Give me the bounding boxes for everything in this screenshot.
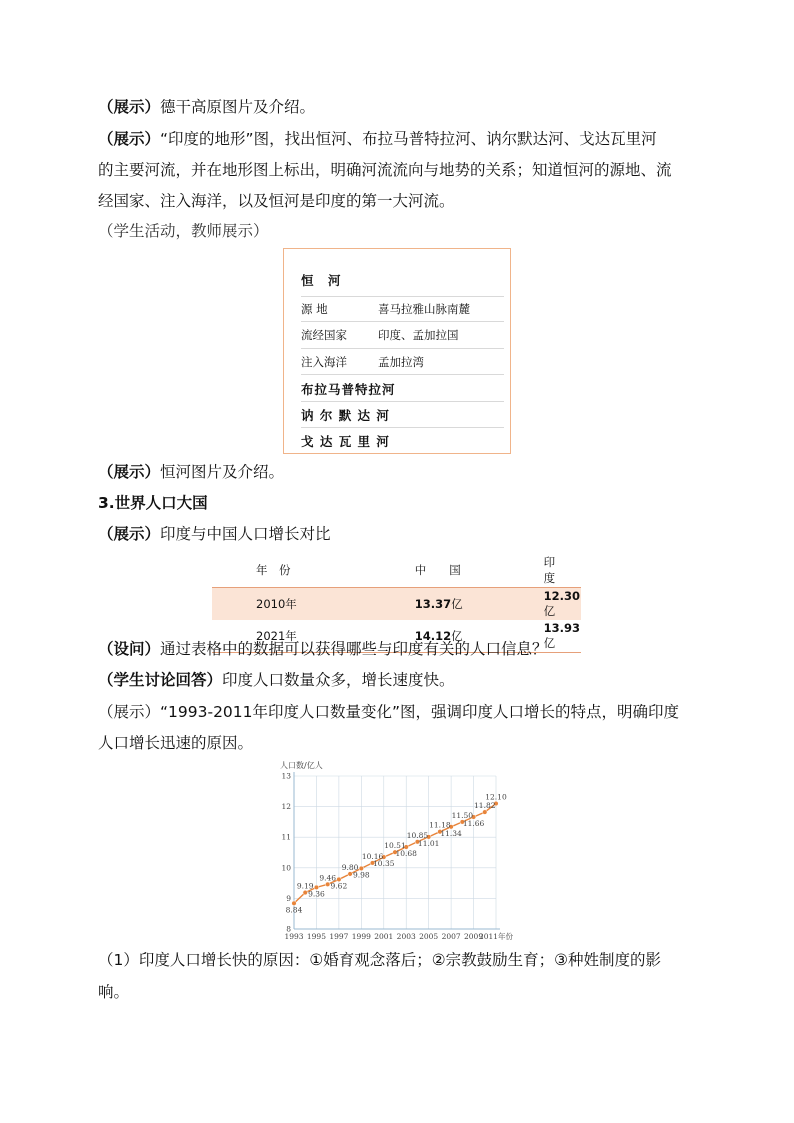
- para-question: [98, 639, 548, 659]
- river-narmada: 讷 尔 默 达 河: [301, 406, 504, 428]
- india-population-chart: [276, 757, 516, 941]
- para-text: 恒河图片及介绍。: [160, 463, 285, 481]
- data-label: 11.18: [429, 820, 451, 830]
- data-label: 9.80: [341, 862, 359, 872]
- x-tick-label: 2009: [464, 932, 484, 941]
- x-tick-label: 2011年份: [478, 932, 514, 941]
- table-header-row: [212, 553, 581, 588]
- row-value: 喜马拉雅山脉南麓: [378, 302, 470, 316]
- data-point: [303, 890, 308, 895]
- x-tick-label: 2005: [419, 932, 439, 941]
- para-chart-intro: （展示）“1993-2011年印度人口数量变化”图，强调印度人口增长的特点，明确印度: [98, 703, 680, 721]
- para-text: “印度的地形”图，找出恒河、布拉马普特拉河、讷尔默达河、戈达瓦里河: [160, 130, 657, 148]
- data-label: 9.98: [352, 870, 370, 880]
- row-value: 孟加拉湾: [378, 355, 424, 369]
- tag-show: （展示）: [98, 525, 161, 543]
- data-label: 11.50: [451, 810, 474, 820]
- cell-india: 12.30亿: [492, 588, 581, 621]
- para-text: 印度人口数量众多，增长速度快。: [222, 671, 455, 689]
- cell-china: 14.12亿: [365, 620, 492, 653]
- para-reasons-cont: 响。: [98, 983, 130, 1001]
- data-label: 10.51: [384, 841, 406, 851]
- data-label: 9.19: [296, 881, 314, 891]
- para-reasons: （1）印度人口增长快的原因：①婚育观念落后；②宗教鼓励生育；③种姓制度的影: [98, 951, 662, 969]
- x-tick-label: 1997: [329, 932, 349, 941]
- tag-answer: （学生讨论回答）: [98, 671, 223, 689]
- tag-show: （展示）: [98, 98, 161, 116]
- y-tick-label: 11: [281, 832, 291, 842]
- tag-show: （展示）: [98, 463, 161, 481]
- tag-show: （展示）: [98, 130, 161, 148]
- para-answer: [98, 670, 455, 690]
- population-table: [212, 553, 581, 653]
- cell-india: 13.93亿: [492, 620, 581, 653]
- para-deccan: [98, 97, 315, 117]
- data-label: 9.36: [308, 889, 325, 899]
- x-tick-label: 2007: [441, 932, 461, 941]
- row-key: 注入海洋: [301, 355, 347, 369]
- data-label: 10.68: [395, 848, 417, 858]
- y-tick-label: 8: [286, 924, 291, 934]
- para-ganges: [98, 462, 284, 482]
- data-label: 12.10: [485, 792, 507, 802]
- x-tick-label: 2001: [374, 932, 394, 941]
- data-label: 11.34: [440, 828, 462, 838]
- data-label: 10.16: [361, 851, 384, 861]
- river-brahmaputra: 布拉马普特拉河: [301, 380, 504, 402]
- section-heading: 3.世界人口大国: [98, 494, 208, 512]
- tag-question: （设问）: [98, 640, 161, 658]
- y-tick-label: 13: [281, 771, 291, 781]
- chart-ylabel: 人口数/亿人: [280, 761, 323, 770]
- cell-china: 13.37亿: [365, 588, 492, 621]
- data-label: 11.01: [417, 838, 440, 848]
- x-tick-label: 1993: [284, 932, 304, 941]
- header-china: 中 国: [365, 553, 492, 588]
- para-terrain-cont1: 的主要河流，并在地形图上标出，明确河流流向与地势的关系；知道恒河的源地、流: [98, 161, 672, 179]
- data-point: [482, 810, 487, 815]
- header-year: 年 份: [212, 553, 365, 588]
- x-tick-label: 2003: [396, 932, 416, 941]
- y-tick-label: 9: [286, 893, 291, 903]
- data-label: 8.84: [285, 905, 303, 915]
- para-compare: [98, 524, 331, 544]
- data-label: 10.85: [406, 830, 429, 840]
- para-activity: （学生活动，教师展示）: [98, 222, 269, 240]
- table-row: [212, 588, 581, 621]
- ganges-source-row: [301, 301, 504, 322]
- x-tick-label: 1999: [351, 932, 371, 941]
- row-key: 源 地: [301, 302, 328, 316]
- x-tick-label: 1995: [306, 932, 326, 941]
- data-label: 10.35: [373, 859, 395, 869]
- ganges-title: 恒 河: [301, 271, 504, 297]
- ganges-countries-row: [301, 327, 504, 349]
- cell-year: 2010年: [212, 588, 365, 621]
- para-text: 德干高原图片及介绍。: [160, 98, 316, 116]
- cell-year: 2021年: [212, 620, 365, 653]
- data-label: 11.66: [462, 819, 485, 829]
- header-india: 印 度: [492, 553, 581, 588]
- ganges-ocean-row: [301, 354, 504, 375]
- para-chart-intro-cont: 人口增长迅速的原因。: [98, 734, 254, 752]
- data-label: 11.82: [474, 801, 496, 811]
- para-terrain-cont2: 经国家、注入海洋，以及恒河是印度的第一大河流。: [98, 192, 455, 210]
- y-tick-label: 10: [281, 863, 291, 873]
- river-godavari: 戈 达 瓦 里 河: [301, 434, 390, 449]
- data-label: 9.62: [330, 881, 348, 891]
- para-text: 印度与中国人口增长对比: [160, 525, 331, 543]
- para-terrain: [98, 129, 657, 149]
- rivers-info-box: [283, 248, 511, 454]
- row-key: 流经国家: [301, 328, 347, 342]
- row-value: 印度、孟加拉国: [378, 328, 459, 342]
- data-point: [325, 882, 330, 887]
- data-point: [348, 872, 353, 877]
- data-label: 9.46: [319, 873, 337, 883]
- y-tick-label: 12: [281, 802, 291, 812]
- para-text: 通过表格中的数据可以获得哪些与印度有关的人口信息？: [160, 640, 548, 658]
